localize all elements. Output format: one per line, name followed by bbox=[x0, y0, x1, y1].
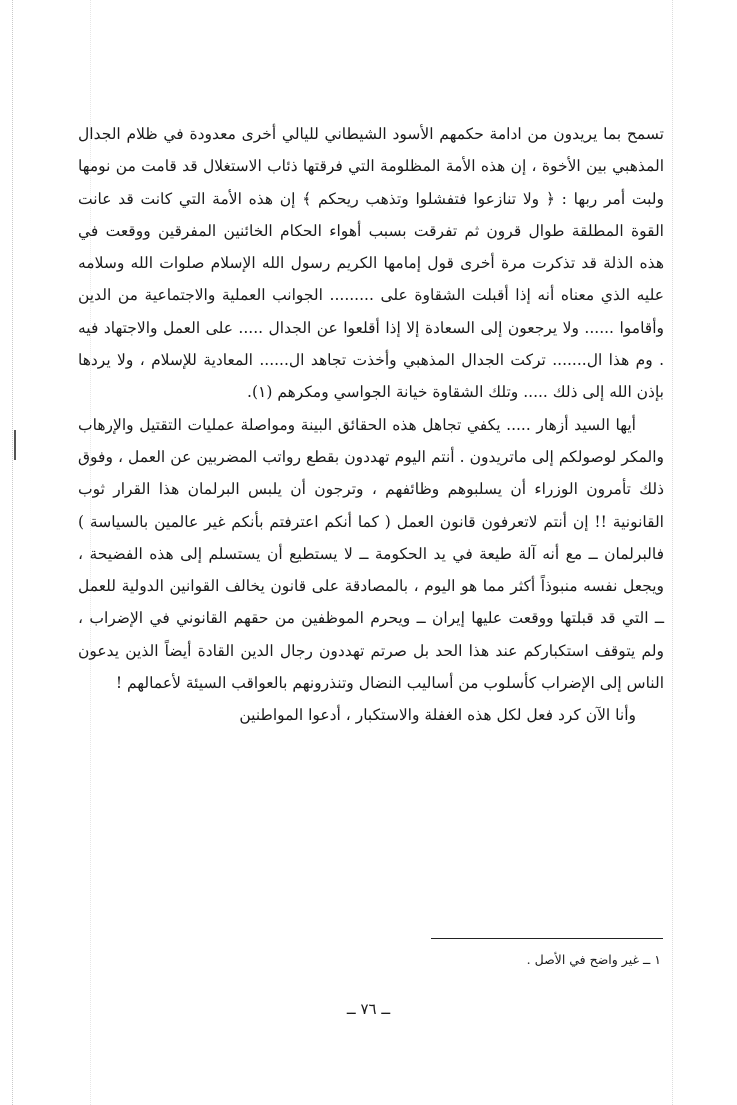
paragraph-2: أيها السيد أزهار ..... يكفي تجاهل هذه الحقائق البينة ومواصلة عمليات التقتيل والإرهاب والمكر لوصولكم إلى ماتريدون . أنتم اليوم تهددون بقطع رواتب المضربين عن العمل ، وفوق ذلك تأمرون الوزراء أن يسلبوهم وظائفهم ، وترجون أن يلبس البرلمان هذا القرار ثوب القانونية !! إن أنتم لاتعرفون قانون العمل ( كما أنكم اعترفتم بأنكم غير عالمين بالسياسة ) فالبرلمان ــ مع أنه آلة طيعة في يد الحكومة ــ لا يستطيع أن يستسلم إلى هذه الفضيحة ، ويجعل نفسه منبوذاً أكثر مما هو اليوم ، بالمصادقة على قانون يخالف القوانين الدولية للعمل ــ التي قد قبلتها ووقعت عليها إيران ــ ويحرم الموظفين من حقهم القانوني في الإضراب ، ولم يتوقف استكباركم عند هذا الحد بل صرتم تهددون رجال الدين القادة أيضاً الذين يدعون الناس إلى الإضراب كأسلوب من أساليب النضال وتنذرونهم بالعواقب السيئة لأعمالهم ! bbox=[78, 415, 664, 693]
page-number: ــ ٧٦ ــ bbox=[346, 1000, 391, 1018]
body-text bbox=[78, 118, 664, 732]
footnote: ١ ــ غير واضح في الأصل . bbox=[526, 952, 661, 967]
paragraph-3: وأنا الآن كرد فعل لكل هذه الغفلة والاستكبار ، أدعوا المواطنين bbox=[239, 706, 636, 725]
paragraph-1: تسمح بما يريدون من ادامة حكمهم الأسود الشيطاني لليالي أخرى معدودة في ظلام الجدال المذهبي بين الأخوة ، إن هذه الأمة المظلومة التي فرقتها ذئاب الاستغلال قد قامت من نومها ولبت أمر ربها : ﴿ ولا تنازعوا فتفشلوا وتذهب ريحكم ﴾ إن هذه الأمة التي كانت قد عانت القوة المطلقة طوال قرون ثم تفرقت بسبب أهواء الحكام الخائنين المفرقين ووقعت في هذه الذلة قد تذكرت مرة أخرى قول إمامها الكريم رسول الله الإسلام صلوات الله وسلامه عليه الذي معناه أنه إذا أقبلت الشقاوة على ......... الجوانب العملية والاجتماعية من الدين وأقاموا ...... ولا يرجعون إلى السعادة إلا إذا أقلعوا عن الجدال ..... على العمل والاجتهاد فيه . وم هذا ال....... تركت الجدال المذهبي وأخذت تجاهد ال...... المعادية للإسلام ، ولا يردها بإذن الله إلى ذلك ..... وتلك الشقاوة خيانة الجواسي ومكرهم (١). bbox=[78, 125, 664, 402]
margin-mark bbox=[14, 430, 16, 460]
scan-artifact-line bbox=[12, 0, 13, 1105]
scan-artifact-line bbox=[672, 0, 673, 1105]
footnote-divider bbox=[431, 938, 663, 939]
